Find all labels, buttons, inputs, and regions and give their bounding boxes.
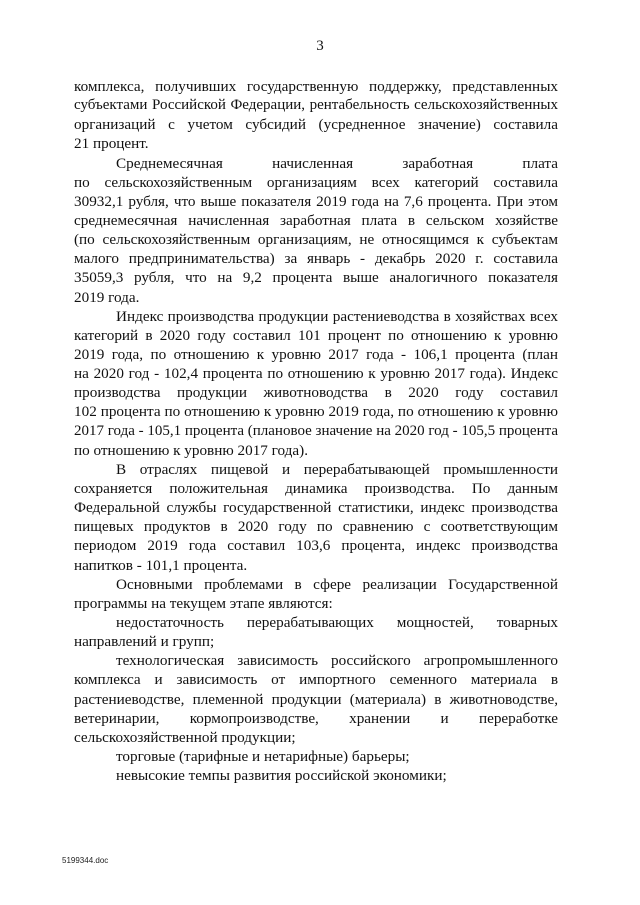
text-line: среднемесячная начисленная заработная плата в сельском хозяйстве <box>74 211 558 229</box>
text-line: пищевых продуктов в 2020 году по сравнению с соответствующим <box>74 518 558 536</box>
text-line: напитков - 101,1 процента. <box>74 556 248 574</box>
text-line: Федеральной службы государственной статистики, индекс производства <box>74 499 558 517</box>
text-line: 102 процента по отношению к уровню 2019 года, по отношению к уровню <box>74 403 558 421</box>
document-filename: 5199344.doc <box>62 856 109 865</box>
text-line: категорий в 2020 году составил 101 процент по отношению к уровню <box>74 326 558 344</box>
text-line: на 2020 год - 102,4 процента по отношению к уровню 2017 года). Индекс <box>74 365 558 383</box>
text-line: Индекс производства продукции растениеводства в хозяйствах всех <box>116 307 558 325</box>
text-line: 2017 года - 105,1 процента (плановое значение на 2020 год - 105,5 процента <box>74 422 558 439</box>
text-line: комплекса и зависимость от импортного семенного материала в <box>74 671 558 689</box>
text-line: В отраслях пищевой и перерабатывающей промышленности <box>116 460 558 478</box>
text-line: 2019 года, по отношению к уровню 2017 года - 106,1 процента (план <box>74 345 558 363</box>
text-line: Основными проблемами в сфере реализации Государственной <box>116 575 558 593</box>
text-line: малого предпринимательства) за январь - декабрь 2020 г. составила <box>74 250 558 268</box>
text-line: по отношению к уровню 2017 года). <box>74 441 309 459</box>
text-line: сельскохозяйственной продукции; <box>74 728 296 746</box>
text-line: комплекса, получивших государственную поддержку, представленных <box>74 78 558 95</box>
text-line: растениеводстве, племенной продукции (материала) в животноводстве, <box>74 690 558 708</box>
text-line: направлений и групп; <box>74 633 215 651</box>
text-line: 21 процент. <box>74 135 149 153</box>
document-body <box>74 77 558 785</box>
text-line: технологическая зависимость российского агропромышленного <box>116 652 558 670</box>
text-line: производства продукции животноводства в 2020 году составил <box>74 384 558 402</box>
text-line: периодом 2019 года составил 103,6 процента, индекс производства <box>74 537 558 555</box>
text-line: (по сельскохозяйственным организациям, не относящимся к субъектам <box>74 231 558 249</box>
text-line: программы на текущем этапе являются: <box>74 594 333 612</box>
text-line: 35059,3 рубля, что на 9,2 процента выше аналогичного показателя <box>74 269 558 287</box>
text-line: Среднемесячная начисленная заработная плата <box>116 154 558 172</box>
text-line: торговые (тарифные и нетарифные) барьеры; <box>116 747 410 765</box>
text-line: недостаточность перерабатывающих мощностей, товарных <box>116 613 558 631</box>
text-line: 2019 года. <box>74 288 140 306</box>
text-line: сохраняется положительная динамика производства. По данным <box>74 479 558 497</box>
text-line: 30932,1 рубля, что выше показателя 2019 года на 7,6 процента. При этом <box>74 192 558 210</box>
text-line: ветеринарии, кормопроизводстве, хранении и переработке <box>74 709 558 727</box>
page-number: 3 <box>316 38 324 54</box>
text-line: невысокие темпы развития российской экономики; <box>116 767 447 785</box>
text-line: субъектами Российской Федерации, рентабельность сельскохозяйственных <box>74 97 558 114</box>
text-line: по сельскохозяйственным организациям всех категорий составила <box>74 173 558 191</box>
text-line: организаций с учетом субсидий (усредненное значение) составила <box>74 116 558 134</box>
